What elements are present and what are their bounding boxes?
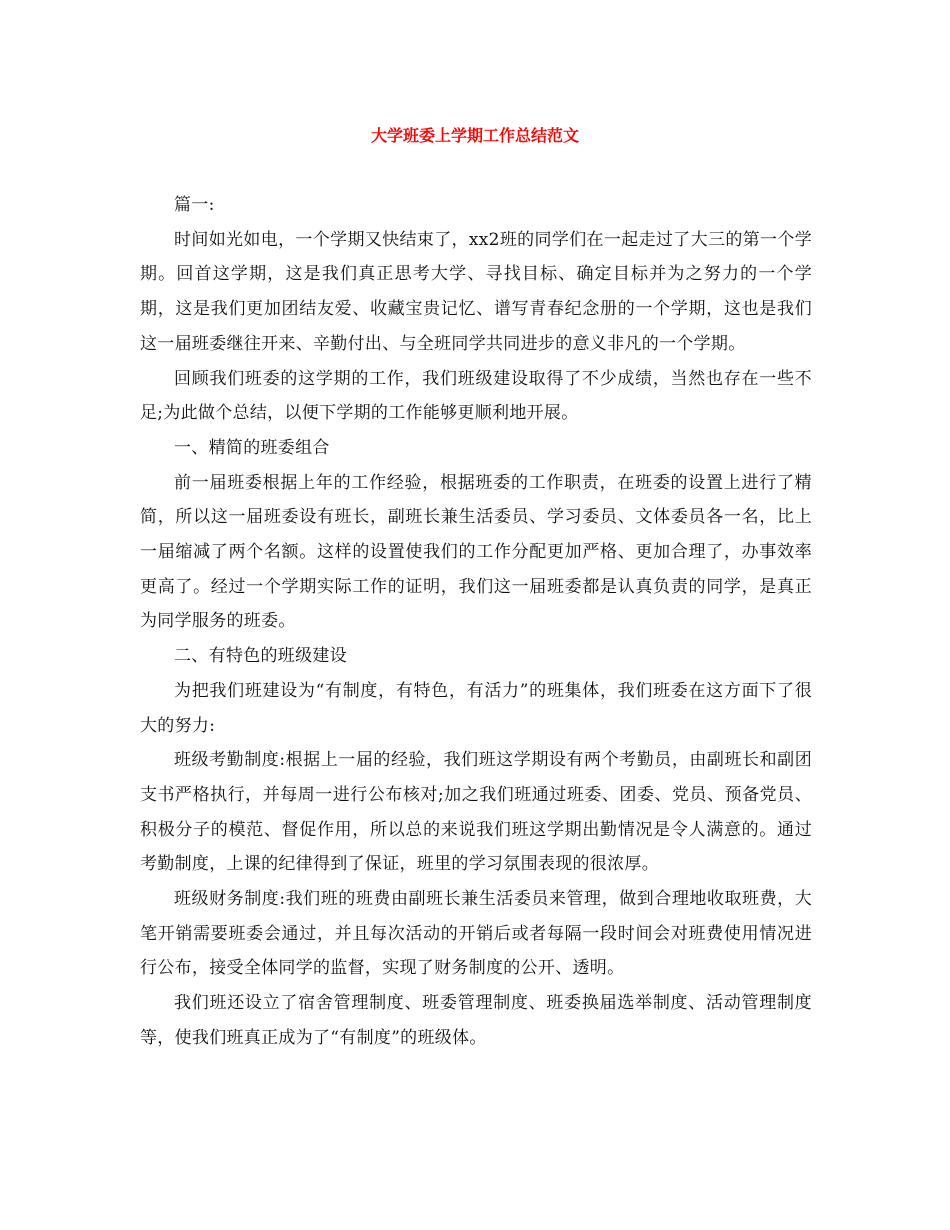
document-body xyxy=(140,188,812,1056)
paragraph: 前一届班委根据上年的工作经验，根据班委的工作职责，在班委的设置上进行了精简，所以这一届班委设有班长，副班长兼生活委员、学习委员、文体委员各一名，比上一届缩减了两个名额。这样的设置使我们的工作分配更加严格、更加合理了，办事效率更高了。经过一个学期实际工作的证明，我们这一届班委都是认真负责的同学，是真正为同学服务的班委。 xyxy=(140,472,812,632)
paragraph: 时间如光如电，一个学期又快结束了，xx2班的同学们在一起走过了大三的第一个学期。回首这学期，这是我们真正思考大学、寻找目标、确定目标并为之努力的一个学期，这是我们更加团结友爱、收藏宝贵记忆、谱写青春纪念册的一个学期，这也是我们这一届班委继往开来、辛勤付出、与全班同学共同进步的意义非凡的一个学期。 xyxy=(140,229,812,354)
document-title: 大学班委上学期工作总结范文 xyxy=(370,126,579,145)
paragraph: 为把我们班建设为“有制度，有特色，有活力”的班集体，我们班委在这方面下了很大的努力: xyxy=(140,680,812,736)
section-heading: 二、有特色的班级建设 xyxy=(174,646,347,667)
paragraph: 回顾我们班委的这学期的工作，我们班级建设取得了不少成绩，当然也存在一些不足;为此做个总结，以便下学期的工作能够更顺利地开展。 xyxy=(140,368,812,424)
paragraph: 班级财务制度:我们班的班费由副班长兼生活委员来管理，做到合理地收取班费，大笔开销需要班委会通过，并且每次活动的开销后或者每隔一段时间会对班费使用情况进行公布，接受全体同学的监督，实现了财务制度的公开、透明。 xyxy=(140,889,812,979)
paragraph-section-label: 篇一: xyxy=(174,195,215,215)
section-heading: 一、精简的班委组合 xyxy=(174,437,330,458)
paragraph: 我们班还设立了宿舍管理制度、班委管理制度、班委换届选举制度、活动管理制度等，使我们班真正成为了“有制度”的班级体。 xyxy=(140,993,812,1048)
paragraph: 班级考勤制度:根据上一届的经验，我们班这学期设有两个考勤员，由副班长和副团支书严格执行，并每周一进行公布核对;加之我们班通过班委、团委、党员、预备党员、积极分子的模范、督促作用，所以总的来说我们班这学期出勤情况是令人满意的。通过考勤制度，上课的纪律得到了保证，班里的学习氛围表现的很浓厚。 xyxy=(140,750,812,875)
